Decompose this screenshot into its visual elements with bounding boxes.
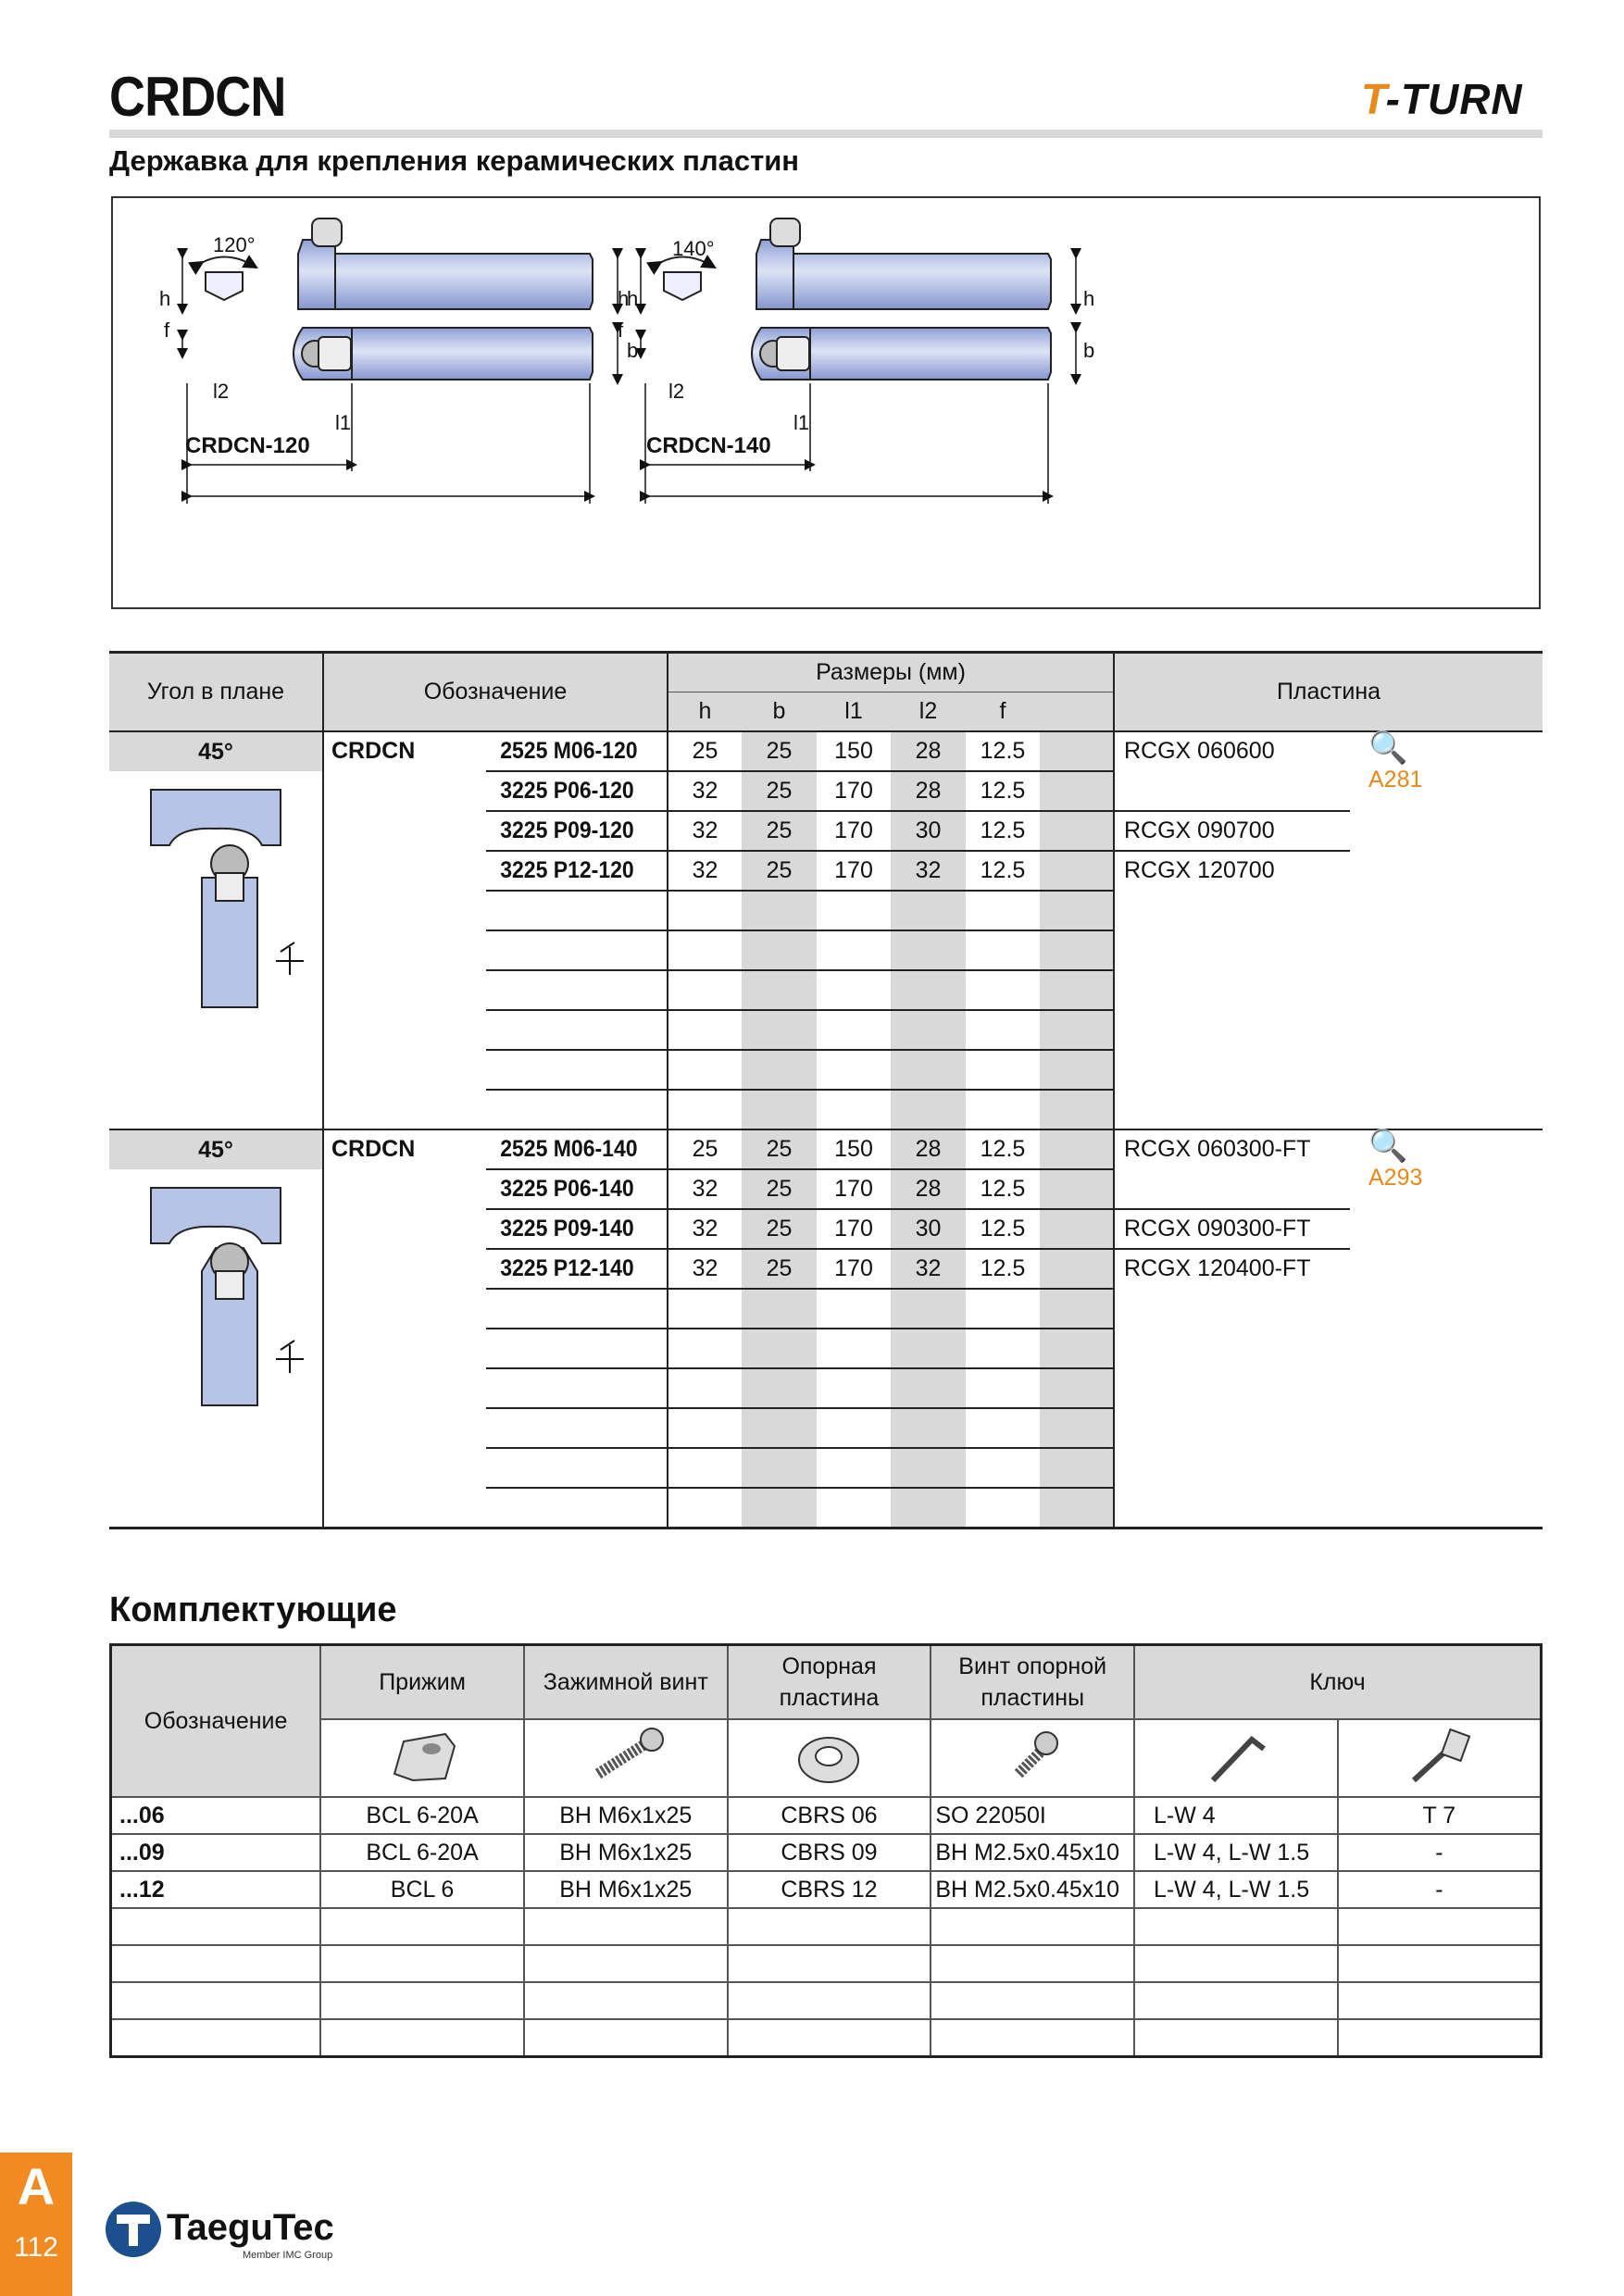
col-designation: Обозначение [323,653,668,732]
magnifier-icon: 🔍 [1368,730,1408,766]
dim-h: h [627,287,639,310]
dim-f: f [618,318,624,342]
section-tab [0,2152,72,2296]
caption-crdcn-140: CRDCN-140 [646,433,771,458]
holder-thumbnail [109,1169,323,1529]
angle-cell: 45° [109,1129,323,1169]
company-name: TaeguTec [167,2207,334,2248]
dim-b: b [627,339,639,362]
acc-col-shim: Опорная пластина [728,1645,931,1720]
col-insert: Пластина [1114,653,1543,732]
table-row: 3225 P06-140 32 25 170 28 12.5 [109,1169,1543,1209]
table-row: 3225 P09-120 32 25 170 30 12.5 RCGX 090700 [109,811,1543,851]
page-subtitle: Державка для крепления керамических пластин [109,144,800,177]
accessories-table [109,1643,1543,2058]
holder-thumbnail-icon [123,1169,308,1410]
acc-col-clamp-screw: Зажимной винт [524,1645,728,1720]
left-tool [198,218,593,380]
dim-l2: l2 [668,380,685,403]
insert-cell: RCGX 060600 [1114,731,1350,811]
col-sizes: Размеры (мм) [668,653,1114,693]
hex-key-icon [1134,1719,1338,1797]
shim-screw-icon [931,1719,1134,1797]
title-rule [109,130,1543,138]
table-row: 3225 P09-140 32 25 170 30 12.5 RCGX 090300-FT [109,1209,1543,1249]
col-l2: l2 [891,693,966,732]
holder-table [109,651,1543,1529]
holder-thumbnail-icon [123,771,308,1012]
angle-cell: 45° [109,731,323,771]
col-b: b [742,693,817,732]
family-cell: CRDCN [323,731,486,1129]
acc-col-clamp: Прижим [320,1645,524,1720]
dim-l1: l1 [335,411,352,434]
acc-col-key: Ключ [1134,1645,1541,1720]
accessories-title: Комплектующие [109,1591,397,1629]
dim-h: h [1083,287,1095,310]
torx-key-icon [1338,1719,1542,1797]
screw-icon [524,1719,728,1797]
family-cell: CRDCN [323,1129,486,1529]
acc-col-designation: Обозначение [111,1645,321,1798]
dim-f: f [164,318,170,342]
clamp-icon [320,1719,524,1797]
dim-b: b [1083,339,1095,362]
table-row: ...12 BCL 6 BH M6x1x25 CBRS 12 BH M2.5x0.45x10 L-W 4, L-W 1.5 - [111,1871,1542,1908]
table-row: 45° CRDCN 2525 M06-140 25 25 150 28 12.5 RCGX 060300-FT 🔍 A293 [109,1129,1543,1169]
dim-h: h [159,287,171,310]
angle-label-left: 120° [213,233,256,256]
page-number: 112 [14,2232,58,2263]
taegutec-logo-icon [104,2200,163,2259]
catalog-ref[interactable]: 🔍 A293 [1350,1129,1543,1209]
company-tagline: Member IMC Group [243,2250,333,2261]
code-cell: 2525 M06-120 [493,731,660,771]
shim-icon [728,1719,931,1797]
table-row: 3225 P12-140 32 25 170 32 12.5 RCGX 120400-FT [109,1249,1543,1289]
col-f: f [966,693,1040,732]
dim-h: h [618,287,630,310]
dim-l1: l1 [793,411,810,434]
catalog-ref[interactable]: 🔍 A281 [1350,731,1543,811]
table-row: ...06 BCL 6-20A BH M6x1x25 CBRS 06 SO 22050I L-W 4 T 7 [111,1797,1542,1834]
brand-logo: T-TURN [1361,75,1523,123]
right-tool [656,218,1051,380]
table-row: 3225 P06-120 32 25 170 28 12.5 [109,771,1543,811]
caption-crdcn-120: CRDCN-120 [185,433,310,458]
col-angle: Угол в плане [109,653,323,732]
col-h: h [668,693,742,732]
dim-l2: l2 [213,380,230,403]
table-row: ...09 BCL 6-20A BH M6x1x25 CBRS 09 BH M2.5x0.45x10 L-W 4, L-W 1.5 - [111,1834,1542,1871]
angle-label-right: 140° [672,237,715,260]
col-l1: l1 [817,693,891,732]
section-letter: A [17,2157,56,2215]
magnifier-icon: 🔍 [1368,1129,1408,1164]
table-row: 45° CRDCN 2525 M06-120 25 25 150 28 12.5 RCGX 060600 🔍 A281 [109,731,1543,771]
tool-diagram [111,196,1541,609]
page-title: CRDCN [109,66,286,128]
tool-drawing [113,198,1539,607]
table-row: 3225 P12-120 32 25 170 32 12.5 RCGX 120700 [109,851,1543,891]
holder-thumbnail [109,771,323,1129]
acc-col-shim-screw: Винт опорной пластины [931,1645,1134,1720]
